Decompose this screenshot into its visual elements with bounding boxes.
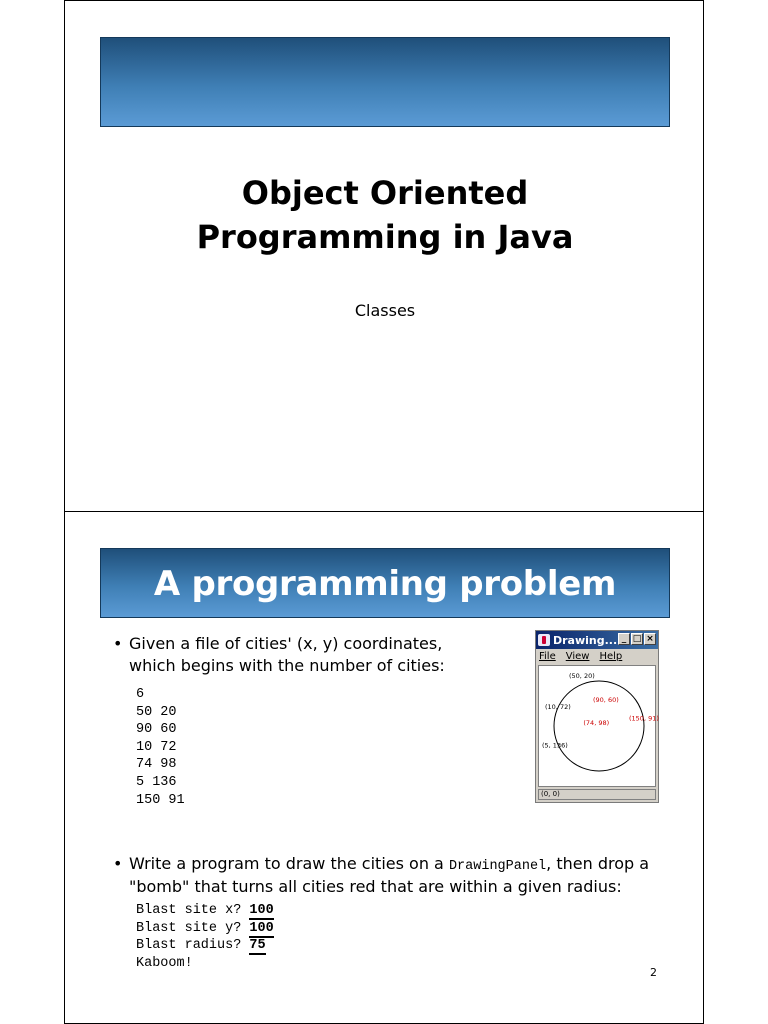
console-output: [136, 902, 274, 972]
window-title: Drawing...: [553, 633, 618, 647]
city-line: 5 136: [136, 774, 177, 790]
blast-y-line: [136, 920, 274, 938]
maximize-button[interactable]: □: [632, 634, 642, 644]
title-banner: [100, 37, 670, 127]
java-icon: [538, 634, 550, 646]
blast-result: Kaboom!: [136, 955, 193, 971]
city-label: (10, 72): [545, 703, 571, 712]
city-line: 10 72: [136, 739, 177, 755]
blast-r-line: [136, 937, 274, 955]
drawing-window: [535, 630, 659, 803]
blast-x-line: [136, 902, 274, 920]
slide-title: [64, 0, 704, 512]
window-menubar: [536, 649, 658, 663]
title-line-1: Object Oriented: [241, 174, 529, 212]
bullet-text-pre: Write a program to draw the cities on a: [129, 854, 449, 873]
city-line: 6: [136, 687, 145, 702]
city-label: (50, 20): [569, 672, 595, 680]
city-list: [136, 686, 185, 809]
blast-x-prompt: Blast site x?: [136, 903, 250, 918]
city-line: 74 98: [136, 757, 177, 773]
bullet-text-post: , then drop a: [546, 854, 650, 873]
window-status: (0, 0): [538, 789, 656, 800]
blast-r-prompt: Blast radius?: [136, 938, 250, 954]
menu-file[interactable]: File: [539, 650, 556, 662]
bullet-dot: •: [113, 634, 123, 653]
city-plot: [539, 666, 659, 786]
bullet-cities-file: [113, 633, 453, 677]
slide-title: A programming problem: [153, 564, 617, 604]
city-label: (90, 60): [593, 696, 619, 704]
city-line: 150 91: [136, 792, 185, 808]
page-number: 2: [650, 966, 657, 979]
bullet-text-line-1: Given a file of cities' (x, y) coordinates,: [129, 634, 443, 653]
subtitle: Classes: [354, 301, 416, 320]
drawing-canvas[interactable]: [538, 665, 659, 787]
city-label: (5, 136): [542, 741, 568, 750]
bullet-text-line-1: [129, 853, 673, 876]
bullet-program-task: [113, 853, 673, 898]
blast-y-prompt: Blast site y?: [136, 920, 250, 936]
city-line: 50 20: [136, 704, 177, 720]
slide-banner: [100, 548, 670, 618]
page-title: [65, 171, 705, 259]
city-label: (74, 98): [583, 718, 610, 727]
slide-programming-problem: [64, 511, 704, 1024]
menu-help[interactable]: Help: [599, 650, 623, 662]
window-titlebar[interactable]: [536, 631, 658, 649]
minimize-button[interactable]: _: [618, 633, 630, 645]
bullet-dot: •: [113, 854, 123, 873]
bullet-text-line-2: "bomb" that turns all cities red that are within a given radius:: [129, 876, 622, 896]
title-line-2: Programming in Java: [196, 218, 574, 256]
blast-y-value: 100: [249, 920, 274, 936]
close-button[interactable]: ×: [644, 633, 656, 645]
blast-x-value: 100: [249, 903, 274, 918]
city-line: 90 60: [136, 722, 177, 738]
bullet-text-line-2: which begins with the number of cities:: [129, 656, 445, 675]
drawingpanel-code: DrawingPanel: [448, 859, 547, 874]
menu-view[interactable]: View: [565, 650, 590, 662]
blast-r-value: 75: [249, 938, 266, 954]
city-label: (150, 91): [629, 714, 659, 723]
